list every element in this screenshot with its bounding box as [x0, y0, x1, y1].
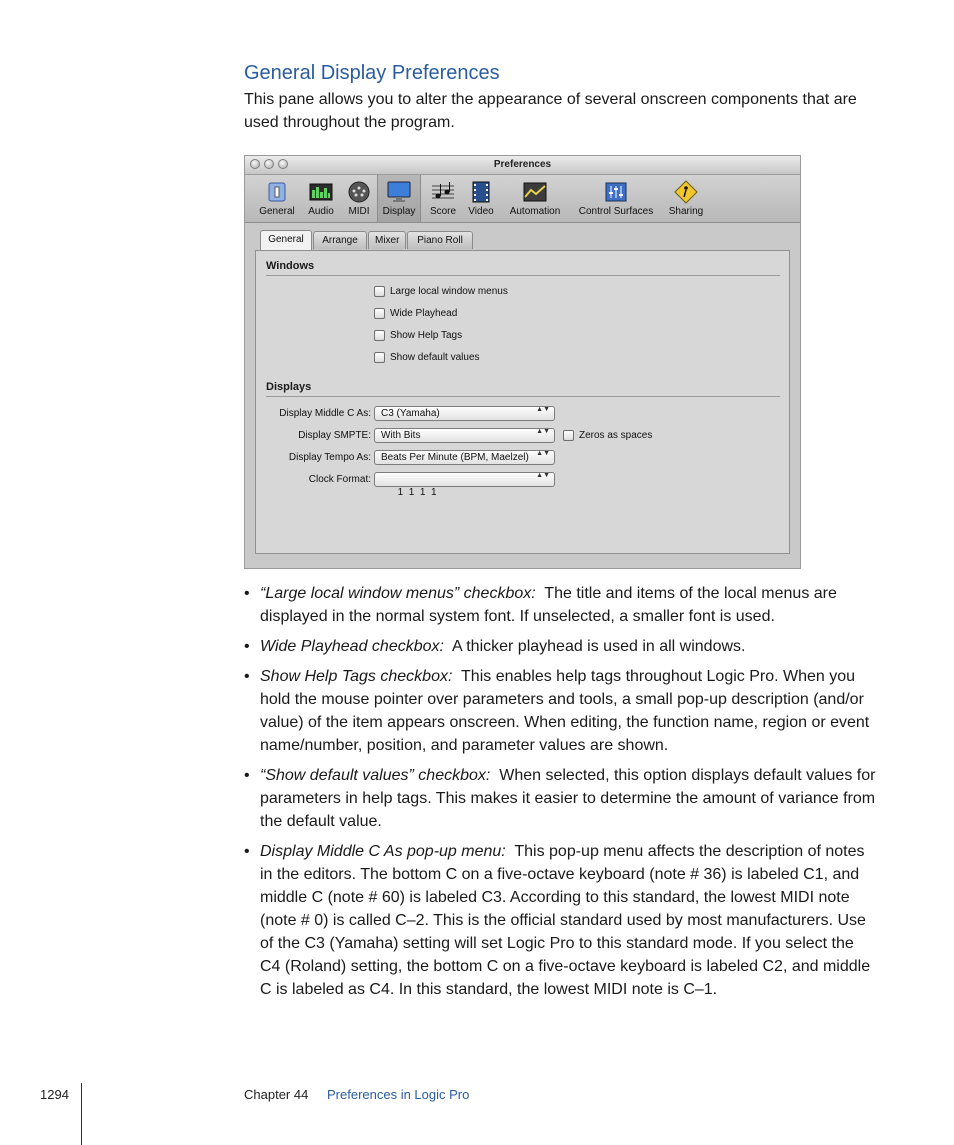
displays-section-title: Displays [266, 381, 312, 393]
bullet-text: A thicker playhead is used in all windows. [451, 638, 746, 655]
bullet-glyph: • [244, 843, 250, 860]
page-heading: General Display Preferences [244, 62, 500, 84]
automation-curve-icon [522, 180, 548, 204]
show-help-tags-checkbox[interactable] [374, 330, 385, 341]
toolbar-video[interactable] [463, 175, 499, 222]
display-tempo-popup[interactable] [374, 450, 555, 465]
zeros-as-spaces-checkbox[interactable] [563, 430, 574, 441]
bullet-glyph: • [244, 585, 250, 602]
bullet-term: Show Help Tags checkbox: [260, 668, 453, 685]
popup-arrows-icon: ▲▼ [536, 472, 550, 479]
bullet-text: This enables help tags throughout Logic Pro. When you hold the mouse pointer over parameters and tools, a small pop-up description (and/or value) of the item appears onscreen. When editing, the function name, region or event name/number, position, and parameter values are shown. [260, 668, 870, 754]
audio-meter-icon [308, 180, 334, 204]
chapter-label: Chapter 44 [244, 1087, 309, 1102]
display-middle-c-label: Display Middle C As: [279, 408, 371, 419]
windows-section-divider [266, 275, 780, 276]
toolbar-audio-label: Audio [308, 206, 334, 217]
toolbar-sharing-label: Sharing [668, 206, 704, 217]
toolbar-control-surfaces-label: Control Surfaces [578, 206, 654, 217]
bullet-glyph: • [244, 767, 250, 784]
option-descriptions [244, 582, 876, 1008]
bullet-term: “Large local window menus” checkbox: [260, 585, 536, 602]
score-notes-icon [430, 180, 456, 204]
show-default-values-label: Show default values [390, 352, 480, 363]
title-bar [245, 156, 800, 175]
preferences-toolbar [245, 175, 800, 223]
toolbar-video-label: Video [468, 206, 494, 217]
popup-arrows-icon: ▲▼ [536, 406, 550, 413]
bullet-text: The title and items of the local menus are displayed in the normal system font. If unselected, a smaller font is used. [260, 585, 837, 625]
popup-arrows-icon: ▲▼ [536, 450, 550, 457]
large-menus-row [374, 286, 508, 297]
tab-piano-roll[interactable]: Piano Roll [407, 231, 473, 249]
video-film-icon [468, 180, 494, 204]
show-help-tags-label: Show Help Tags [390, 330, 463, 341]
wide-playhead-checkbox[interactable] [374, 308, 385, 319]
list-item [244, 840, 876, 1001]
toolbar-display-label: Display [382, 206, 416, 217]
displays-section-divider [266, 396, 780, 397]
bullet-glyph: • [244, 638, 250, 655]
list-item [244, 665, 876, 757]
toolbar-automation-label: Automation [509, 206, 561, 217]
display-smpte-value: With Bits [381, 430, 421, 441]
toolbar-general-label: General [259, 206, 295, 217]
sharing-sign-icon [673, 180, 699, 204]
toolbar-audio[interactable] [303, 175, 339, 222]
bullet-text: When selected, this option displays default values for parameters in help tags. This makes it easier to determine the amount of variance from the default value. [260, 767, 876, 830]
display-middle-c-value: C3 (Yamaha) [381, 408, 440, 419]
toolbar-midi-label: MIDI [348, 206, 370, 217]
large-local-window-menus-label: Large local window menus [390, 286, 508, 297]
display-smpte-popup[interactable] [374, 428, 555, 443]
display-smpte-label: Display SMPTE: [298, 430, 371, 441]
control-surfaces-mixer-icon [603, 180, 629, 204]
zeros-as-spaces-row [563, 430, 652, 441]
clock-format-value: 1 1 1 1 [397, 487, 437, 498]
preferences-window [244, 155, 801, 569]
toolbar-automation[interactable] [503, 175, 567, 222]
display-monitor-icon [386, 180, 412, 204]
toolbar-display[interactable] [377, 175, 421, 222]
footer-divider [81, 1083, 82, 1145]
midi-port-icon [346, 180, 372, 204]
bullet-term: Wide Playhead checkbox: [260, 638, 444, 655]
windows-section-title: Windows [266, 260, 315, 272]
display-middle-c-popup[interactable] [374, 406, 555, 421]
show-default-values-checkbox[interactable] [374, 352, 385, 363]
general-tab-panel [255, 250, 790, 554]
display-tempo-value: Beats Per Minute (BPM, Maelzel) [381, 452, 529, 463]
toolbar-general[interactable] [257, 175, 297, 222]
list-item [244, 635, 876, 658]
tab-mixer[interactable]: Mixer [368, 231, 406, 249]
large-local-window-menus-checkbox[interactable] [374, 286, 385, 297]
toolbar-midi[interactable] [343, 175, 375, 222]
toolbar-control-surfaces[interactable] [573, 175, 659, 222]
toolbar-score[interactable] [425, 175, 461, 222]
display-tempo-label: Display Tempo As: [288, 452, 371, 463]
bullet-term: Display Middle C As pop-up menu: [260, 843, 506, 860]
list-item [244, 582, 876, 628]
toolbar-sharing[interactable] [663, 175, 709, 222]
list-item [244, 764, 876, 833]
bullet-text: This pop-up menu affects the description of notes in the editors. The bottom C on a five-octave keyboard (note # 36) is labeled C1, and middle C (note # 60) is labeled C3. According to this standard, the lowest MIDI note (note # 0) is called C–2. This is the official standard used by most manufacturers. Use of the C3 (Yamaha) setting will set Logic Pro to this standard mode. If you select the C4 (Roland) setting, the bottom C on a five-octave keyboard is labeled C2, and middle C is labeled as C4. In this standard, the lowest MIDI note is C–1. [260, 843, 871, 998]
wide-playhead-label: Wide Playhead [390, 308, 458, 319]
wide-playhead-row [374, 308, 457, 319]
tab-arrange[interactable]: Arrange [313, 231, 367, 249]
window-title: Preferences [493, 159, 552, 170]
zeros-as-spaces-label: Zeros as spaces [579, 430, 653, 441]
show-default-values-row [374, 352, 480, 363]
show-help-tags-row [374, 330, 462, 341]
popup-arrows-icon: ▲▼ [536, 428, 550, 435]
tab-general[interactable]: General [260, 230, 312, 250]
bullet-term: “Show default values” checkbox: [260, 767, 491, 784]
chapter-title: Preferences in Logic Pro [327, 1087, 470, 1102]
general-switch-icon [264, 180, 290, 204]
clock-format-popup[interactable] [374, 472, 555, 498]
page-number: 1294 [40, 1087, 69, 1102]
clock-format-label: Clock Format: [308, 474, 371, 485]
bullet-glyph: • [244, 668, 250, 685]
toolbar-score-label: Score [429, 206, 457, 217]
intro-paragraph: This pane allows you to alter the appearance of several onscreen components that are used throughout the program. [244, 91, 857, 131]
